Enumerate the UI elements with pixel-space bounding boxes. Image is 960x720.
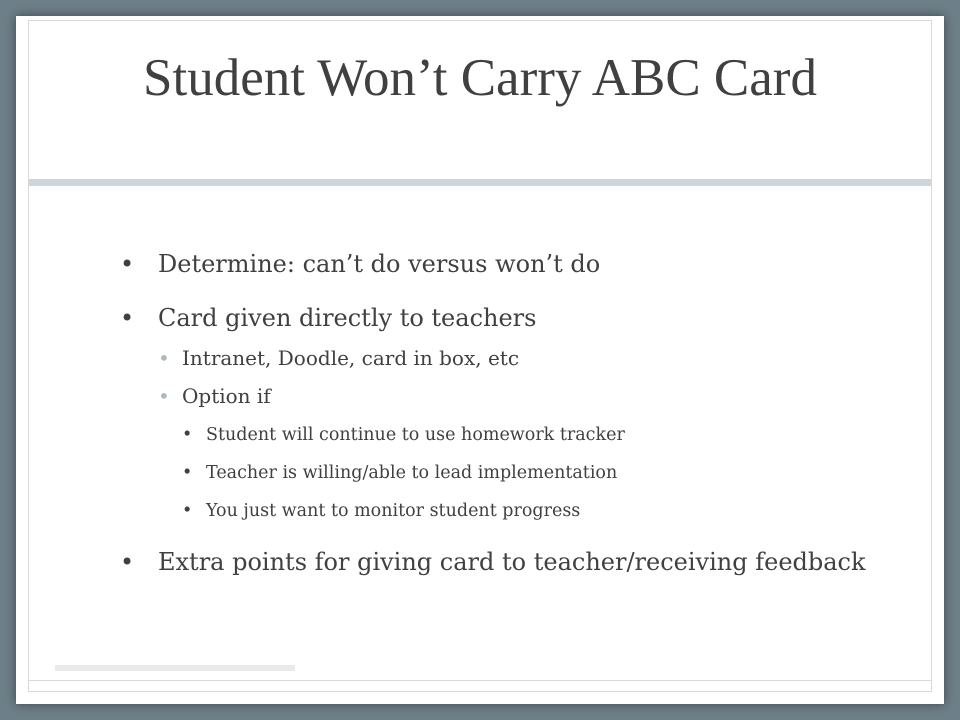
footer-decoration — [55, 665, 295, 671]
sub-bullet-item — [158, 345, 900, 371]
bullet-text: Determine: can’t do versus won’t do — [158, 250, 601, 278]
sub-sub-bullet-text: You just want to monitor student progress — [206, 501, 581, 521]
footer-rule — [29, 680, 931, 691]
sub-bullet-text: Option if — [182, 384, 271, 408]
sub-sub-bullet-text: Student will continue to use homework tracker — [206, 425, 625, 445]
slide-body — [120, 249, 900, 601]
slide-title: Student Won’t Carry ABC Card — [143, 49, 817, 107]
title-area — [29, 21, 931, 180]
slide — [16, 16, 944, 704]
sub-sub-bullet-text: Teacher is willing/able to lead implementation — [206, 463, 618, 483]
sub-sub-bullet-item — [182, 499, 900, 523]
bullet-item — [120, 547, 900, 577]
title-divider — [29, 179, 931, 186]
bullet-item — [120, 249, 900, 279]
sub-sub-bullet-list — [182, 423, 900, 523]
bullet-text: Extra points for giving card to teacher/receiving feedback — [158, 548, 866, 576]
bullet-item — [120, 303, 900, 523]
sub-bullet-list — [158, 345, 900, 523]
sub-bullet-item — [158, 383, 900, 523]
sub-bullet-text: Intranet, Doodle, card in box, etc — [182, 346, 520, 370]
sub-sub-bullet-item — [182, 423, 900, 447]
bullet-list — [120, 249, 900, 577]
slide-frame — [28, 20, 932, 692]
bullet-text: Card given directly to teachers — [158, 304, 537, 332]
sub-sub-bullet-item — [182, 461, 900, 485]
